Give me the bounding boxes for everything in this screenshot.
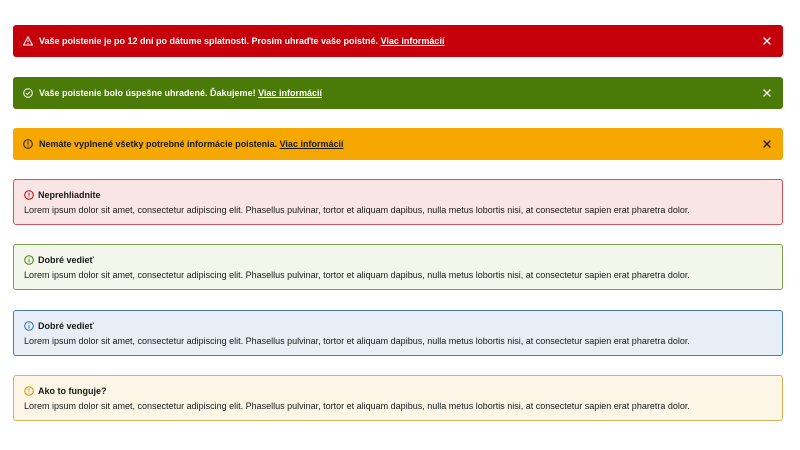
alert-circle-icon [24, 386, 34, 396]
good-to-know-notice-green [13, 244, 783, 290]
tip-notice-title: Ako to funguje? [38, 386, 107, 396]
danger-notice-title: Neprehliadnite [38, 190, 101, 200]
success-banner-more-info-link[interactable]: Viac informácií [258, 88, 322, 98]
info-circle-icon [24, 321, 34, 331]
warning-banner-more-info-link[interactable]: Viac informácií [279, 139, 344, 149]
error-banner [13, 25, 783, 57]
close-icon [763, 89, 771, 97]
danger-notice-body: Lorem ipsum dolor sit amet, consectetur adipiscing elit. Phasellus pulvinar, tortor et aliquam dapibus, nulla metus lobortis nisi, at consectetur sapien erat pharetra dolor. [24, 205, 690, 215]
warning-triangle-icon [23, 36, 33, 46]
success-banner [13, 77, 783, 109]
info-circle-icon [24, 255, 34, 265]
info-notice-title: Dobré vedieť [38, 321, 94, 331]
alert-circle-icon [23, 139, 33, 149]
success-banner-message: Vaše poistenie bolo úspešne uhradené. Ďakujeme! [39, 88, 256, 98]
close-icon [763, 37, 771, 45]
warning-banner-message: Nemáte vyplnené všetky potrebné informácie poistenia. [39, 139, 278, 149]
warning-banner-close-button[interactable] [761, 138, 773, 150]
error-banner-message: Vaše poistenie je po 12 dní po dátume splatnosti. Prosím uhraďte vaše poistné. [39, 36, 379, 46]
warning-banner [13, 128, 783, 160]
info-notice-body: Lorem ipsum dolor sit amet, consectetur adipiscing elit. Phasellus pulvinar, tortor et aliquam dapibus, nulla metus lobortis nisi, at consectetur sapien erat pharetra dolor. [24, 336, 690, 346]
error-banner-more-info-link[interactable]: Viac informácií [380, 36, 445, 46]
check-circle-icon [23, 88, 33, 98]
how-it-works-notice [13, 375, 783, 421]
good-notice-title: Dobré vedieť [38, 255, 94, 265]
success-banner-close-button[interactable] [761, 87, 773, 99]
alert-circle-icon [24, 190, 34, 200]
danger-notice [13, 179, 783, 225]
good-notice-body: Lorem ipsum dolor sit amet, consectetur adipiscing elit. Phasellus pulvinar, tortor et aliquam dapibus, nulla metus lobortis nisi, at consectetur sapien erat pharetra dolor. [24, 270, 690, 280]
good-to-know-notice-blue [13, 310, 783, 356]
close-icon [763, 140, 771, 148]
error-banner-close-button[interactable] [761, 35, 773, 47]
tip-notice-body: Lorem ipsum dolor sit amet, consectetur adipiscing elit. Phasellus pulvinar, tortor et aliquam dapibus, nulla metus lobortis nisi, at consectetur sapien erat pharetra dolor. [24, 401, 690, 411]
